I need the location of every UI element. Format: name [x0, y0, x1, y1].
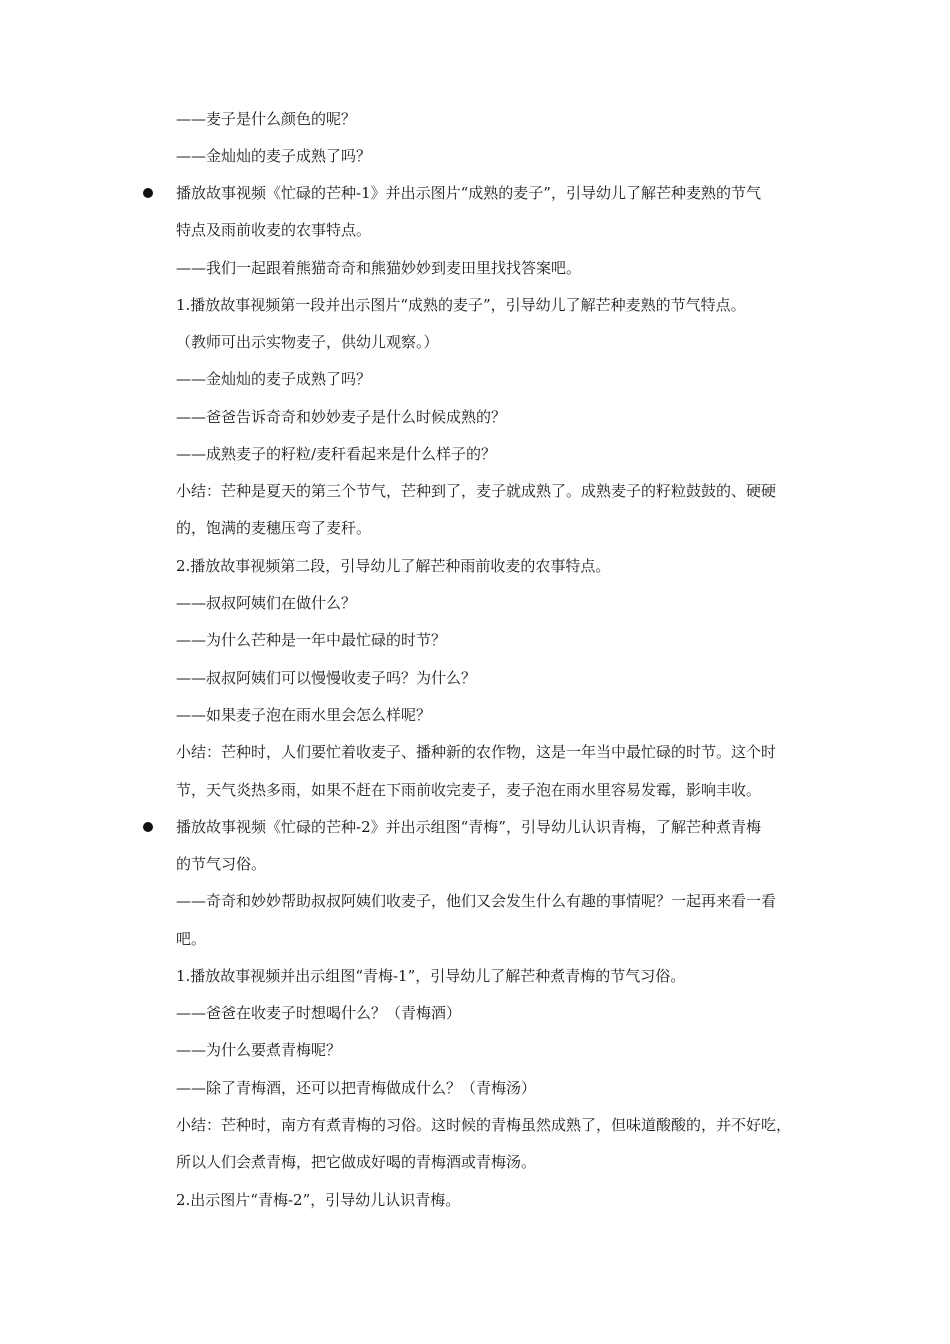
text-line: 播放故事视频《忙碌的芒种-1》并出示图片“成熟的麦子”，引导幼儿了解芒种麦熟的节气	[176, 184, 761, 202]
text-line: 1.播放故事视频第一段并出示图片“成熟的麦子”，引导幼儿了解芒种麦熟的节气特点。	[176, 296, 746, 314]
text-line: 的，饱满的麦穗压弯了麦秆。	[176, 519, 372, 537]
text-line: 节，天气炎热多雨，如果不赶在下雨前收完麦子，麦子泡在雨水里容易发霉，影响丰收。	[176, 781, 762, 799]
text-line: 播放故事视频《忙碌的芒种-2》并出示组图“青梅”，引导幼儿认识青梅，了解芒种煮青梅	[176, 818, 761, 836]
text-line: ——爸爸在收麦子时想喝什么？（青梅酒）	[176, 1004, 462, 1022]
text-line: 1.播放故事视频并出示组图“青梅-1”，引导幼儿了解芒种煮青梅的节气习俗。	[176, 967, 686, 985]
text-line: （教师可出示实物麦子，供幼儿观察。）	[176, 333, 439, 351]
text-line: ——成熟麦子的籽粒/麦秆看起来是什么样子的？	[176, 445, 497, 463]
bullet-icon	[143, 188, 153, 198]
text-line: 吧。	[176, 930, 207, 948]
text-line: ——叔叔阿姨们可以慢慢收麦子吗？为什么？	[176, 669, 477, 687]
text-line: ——叔叔阿姨们在做什么？	[176, 594, 357, 612]
text-line: 小结：芒种时，人们要忙着收麦子、播种新的农作物，这是一年当中最忙碌的时节。这个时	[176, 743, 777, 761]
bullet-icon	[143, 822, 153, 832]
text-line: ——金灿灿的麦子成熟了吗？	[176, 370, 372, 388]
text-line: 的节气习俗。	[176, 855, 267, 873]
text-line: 2.播放故事视频第二段，引导幼儿了解芒种雨前收麦的农事特点。	[176, 557, 611, 575]
text-line: ——除了青梅酒，还可以把青梅做成什么？（青梅汤）	[176, 1079, 537, 1097]
text-line: ——如果麦子泡在雨水里会怎么样呢？	[176, 706, 432, 724]
text-line: ——麦子是什么颜色的呢？	[176, 110, 357, 128]
text-line: ——爸爸告诉奇奇和妙妙麦子是什么时候成熟的？	[176, 408, 507, 426]
text-line: 小结：芒种是夏天的第三个节气，芒种到了，麦子就成熟了。成熟麦子的籽粒鼓鼓的、硬硬	[176, 482, 777, 500]
text-line: 特点及雨前收麦的农事特点。	[176, 221, 372, 239]
text-line: 2.出示图片“青梅-2”，引导幼儿认识青梅。	[176, 1191, 461, 1209]
text-line: 所以人们会煮青梅，把它做成好喝的青梅酒或青梅汤。	[176, 1153, 537, 1171]
text-line: 小结：芒种时，南方有煮青梅的习俗。这时候的青梅虽然成熟了，但味道酸酸的，并不好吃，	[176, 1116, 792, 1134]
text-line: ——奇奇和妙妙帮助叔叔阿姨们收麦子，他们又会发生什么有趣的事情呢？一起再来看一看	[176, 892, 777, 910]
text-line: ——为什么芒种是一年中最忙碌的时节？	[176, 631, 447, 649]
text-line: ——我们一起跟着熊猫奇奇和熊猫妙妙到麦田里找找答案吧。	[176, 259, 582, 277]
text-line: ——为什么要煮青梅呢？	[176, 1041, 342, 1059]
text-line: ——金灿灿的麦子成熟了吗？	[176, 147, 372, 165]
